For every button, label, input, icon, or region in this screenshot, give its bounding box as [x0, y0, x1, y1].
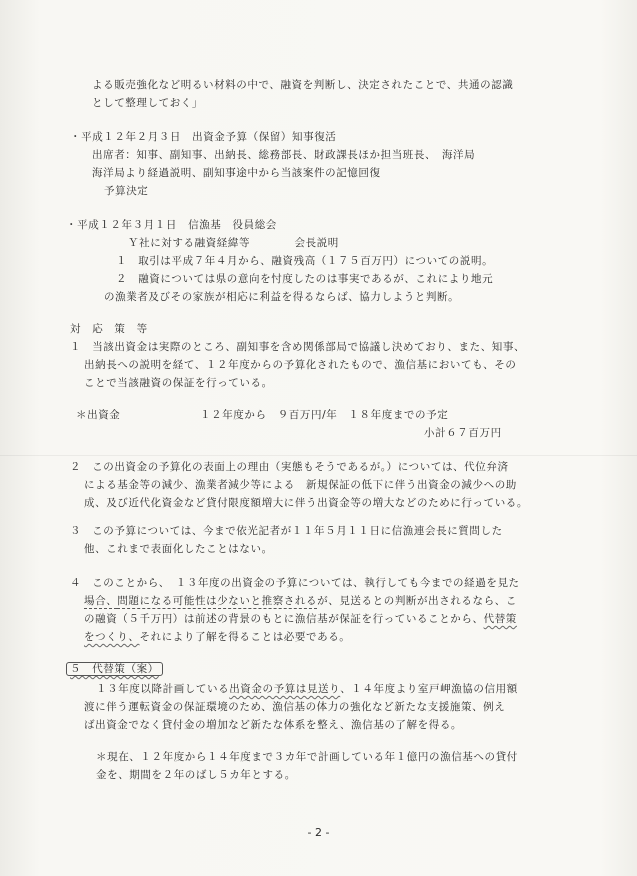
measure-5-line-1: １３年度以降計画している出資金の予算は見送り、１４年度より室戸岬漁協の信用額: [96, 683, 518, 695]
underlined-phrase: 出資金の予算は見送り: [229, 683, 341, 695]
measure-2-line-2: による基金等の減少、漁業者減少等による 新規保証の低下に伴う出資金の減少への助: [84, 479, 517, 491]
measure-5-line-3: ば出資金でなく貸付金の増加など新たな体系を整え、漁信基の了解を得る。: [84, 719, 463, 731]
underlined-phrase: 問題になる可能性は少ないと推察される: [117, 595, 318, 607]
funding-label: ＊出資金: [76, 409, 121, 421]
measure-2-line-1: ２ この出資金の予算化の表面上の理由（実態もそうであるが。）については、代位弁済: [70, 461, 509, 473]
measure-1-line-1: １ 当該出資金は実際のところ、副知事を含め関係部局で協議し決めており、また、知事、: [70, 341, 526, 353]
meeting2-item-1: １ 取引は平成７年４月から、融資残高（１７５百万円）についての説明。: [116, 255, 494, 267]
intro-line-2: として整理しておく」: [92, 97, 203, 109]
measure-2-line-3: 成、及び近代化資金など貸付限度額増大に伴う出資金等の増大などのために行っている。: [84, 497, 528, 509]
measure-4-line-1: ４ このことから、 １３年度の出資金の予算については、執行しても今までの経過を見た: [70, 577, 520, 589]
meeting2-header: ・平成１２年３月１日 信漁基 役員総会: [66, 219, 277, 231]
measure-4-line-2: 場合、問題になる可能性は少ないと推察されるが、見送るとの判断が出されるなら、こ: [84, 595, 517, 607]
meeting1-result: 予算決定: [104, 185, 149, 197]
measure-3-line-2: 他、これまで表面化したことはない。: [84, 543, 273, 555]
measure-5-heading: [66, 662, 163, 676]
underlined-phrase: 代替策: [483, 613, 517, 625]
paper-crease: [0, 455, 637, 456]
funding-total: 小計６７百万円: [424, 427, 502, 439]
note-line-1: ＊現在、１２年度から１４年度まで３カ年で計画している年１億円の漁信基への貸付: [96, 751, 518, 763]
measure-4-line-4: をつくり、それにより了解を得ることは必要である。: [84, 631, 351, 643]
underlined-phrase: をつくり、: [84, 631, 140, 643]
meeting1-attendees: 出席者：知事、副知事、出納長、総務部長、財政課長ほか担当班長、 海洋局: [92, 149, 476, 161]
page-number: - 2 -: [307, 826, 330, 839]
note-line-2: 金を、期間を２年のばし５カ年とする。: [96, 769, 296, 781]
measure-4-line-3: の融資（５千万円）は前述の背景のもとに漁信基が保証を行っていることから、代替策: [84, 613, 517, 625]
intro-line-1: よる販売強化など明るい材料の中で、融資を判断し、決定されたことで、共通の認識: [92, 79, 514, 91]
meeting1-header: ・平成１２年２月３日 出資金予算（保留）知事復活: [70, 131, 337, 143]
measure-3-line-1: ３ この予算については、今まで依光記者が１１年５月１１日に信漁連会長に質問した: [70, 525, 503, 537]
boxed-heading: ５ 代替策（案）: [66, 662, 163, 676]
meeting1-explanation: 海洋局より経過説明、副知事途中から当該案件の記憶回復: [92, 167, 381, 179]
measure-1-line-3: ことで当該融資の保証を行っている。: [84, 377, 273, 389]
measures-heading: 対 応 策 等: [70, 323, 148, 335]
meeting2-item-2b: の漁業者及びその家族が相応に利益を得るならば、協力しようと判断。: [104, 291, 460, 303]
funding-detail: １２年度から ９百万円/年 １８年度までの予定: [200, 409, 449, 421]
underlined-phrase: 場合、: [84, 595, 118, 607]
meeting2-item-2a: ２ 融資については県の意向を忖度したのは事実であるが、これにより地元: [116, 273, 494, 285]
measure-5-line-2: 渡に伴う運転資金の保証環境のため、漁信基の体力の強化など新たな支援施策、例え: [84, 701, 506, 713]
measure-1-line-2: 出納長への説明を経て、１２年度からの予算化されたもので、漁信基においても、その: [84, 359, 517, 371]
meeting2-subject: Ｙ社に対する融資経緯等 会長説明: [128, 237, 339, 249]
